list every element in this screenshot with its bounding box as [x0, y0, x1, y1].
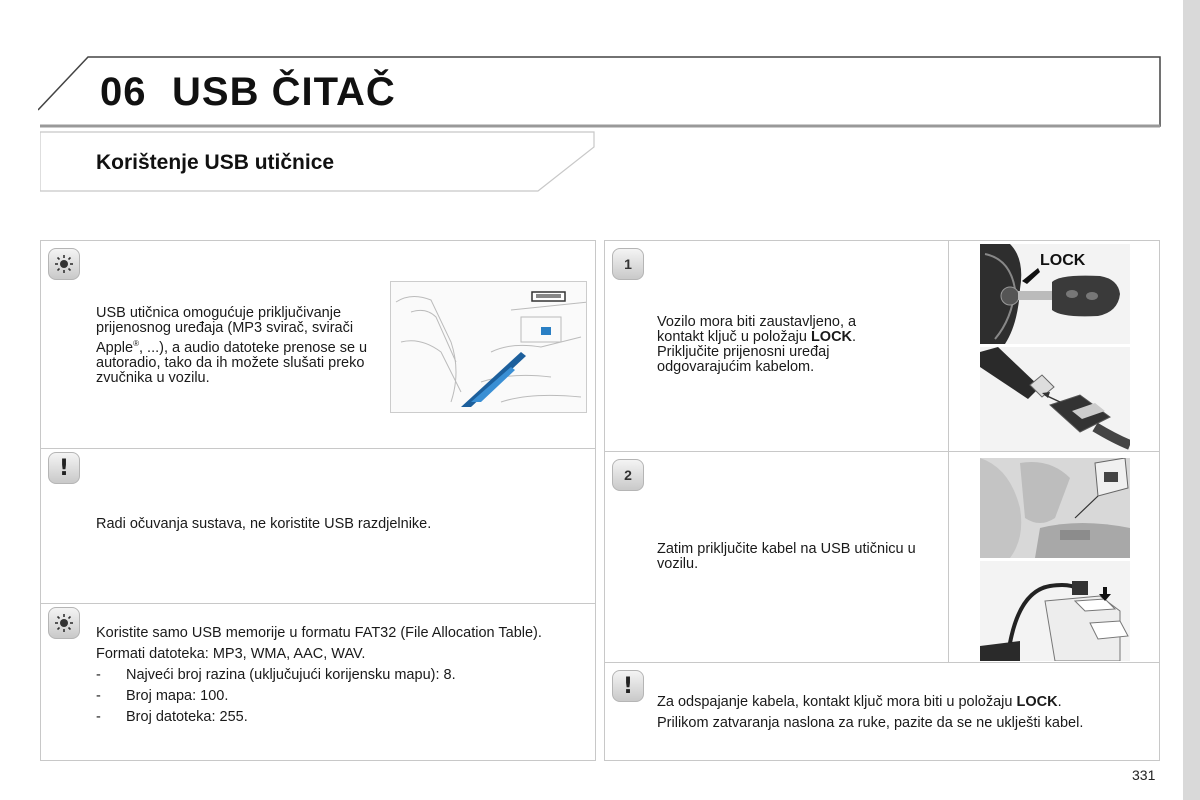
format-line-1: Koristite samo USB memorije u formatu FAT32 (File Allocation Table).: [96, 625, 542, 641]
section-title: Korištenje USB utičnice: [96, 151, 335, 174]
format-line-2: Formati datoteka: MP3, WMA, AAC, WAV.: [96, 646, 366, 662]
cable-plug-in-illustration: [980, 561, 1130, 661]
usb-socket-illustration: [390, 281, 587, 413]
chapter-title: USB ČITAČ: [172, 70, 396, 114]
usb-hub-warning-panel: [40, 448, 596, 604]
step-1-text: Vozilo mora biti zaustavljeno, a kontakt ključ u položaju LOCK. Priključite prijenosni uređaj odgovarajućim kabelom.: [657, 314, 857, 375]
tip-sun-icon: [48, 607, 80, 639]
unplug-warning-panel: [604, 662, 1160, 761]
list-item: - Broj mapa: 100.: [96, 688, 229, 704]
usb-info-panel: [40, 240, 596, 449]
usb-format-text: [96, 626, 566, 731]
step-2-text: Zatim priključite kabel na USB utičnicu u vozilu.: [657, 541, 916, 572]
ignition-key-illustration: [980, 244, 1130, 344]
svg-text:LOCK: LOCK: [1040, 252, 1086, 269]
exclamation-icon: !: [612, 670, 644, 702]
step-1-panel: [604, 240, 1160, 452]
step-2-badge: 2: [612, 459, 644, 491]
usb-format-info-panel: [40, 603, 596, 761]
page-edge-strip: [1183, 0, 1200, 800]
tip-sun-icon: [48, 248, 80, 280]
usb-hub-warning-text: Radi očuvanja sustava, ne koristite USB razdjelnike.: [96, 516, 432, 532]
exclamation-icon: !: [48, 452, 80, 484]
unplug-warning-text: Za odspajanje kabela, kontakt ključ mora biti u položaju LOCK. Prilikom zatvaranja naslona za ruke, pazite da se ne uklješti kabel.: [657, 694, 1084, 731]
step-1-badge: 1: [612, 248, 644, 280]
chapter-number: 06: [100, 70, 147, 114]
list-item: - Broj datoteka: 255.: [96, 709, 248, 725]
divider: [948, 241, 949, 453]
usb-cable-illustration: [980, 347, 1130, 451]
usb-info-text: USB utičnica omogućuje priključivanje prijenosnog uređaja (MP3 svirač, svirači Apple®, ...), a audio datoteke prenose se u autoradio, tako da ih možete slušati preko zvučnika u vozilu.: [96, 305, 368, 386]
step-2-panel: [604, 451, 1160, 663]
page-number: 331: [1132, 767, 1156, 783]
armrest-socket-illustration: [980, 458, 1130, 558]
divider: [948, 452, 949, 664]
list-item: - Najveći broj razina (uključujući korijensku mapu): 8.: [96, 667, 456, 683]
